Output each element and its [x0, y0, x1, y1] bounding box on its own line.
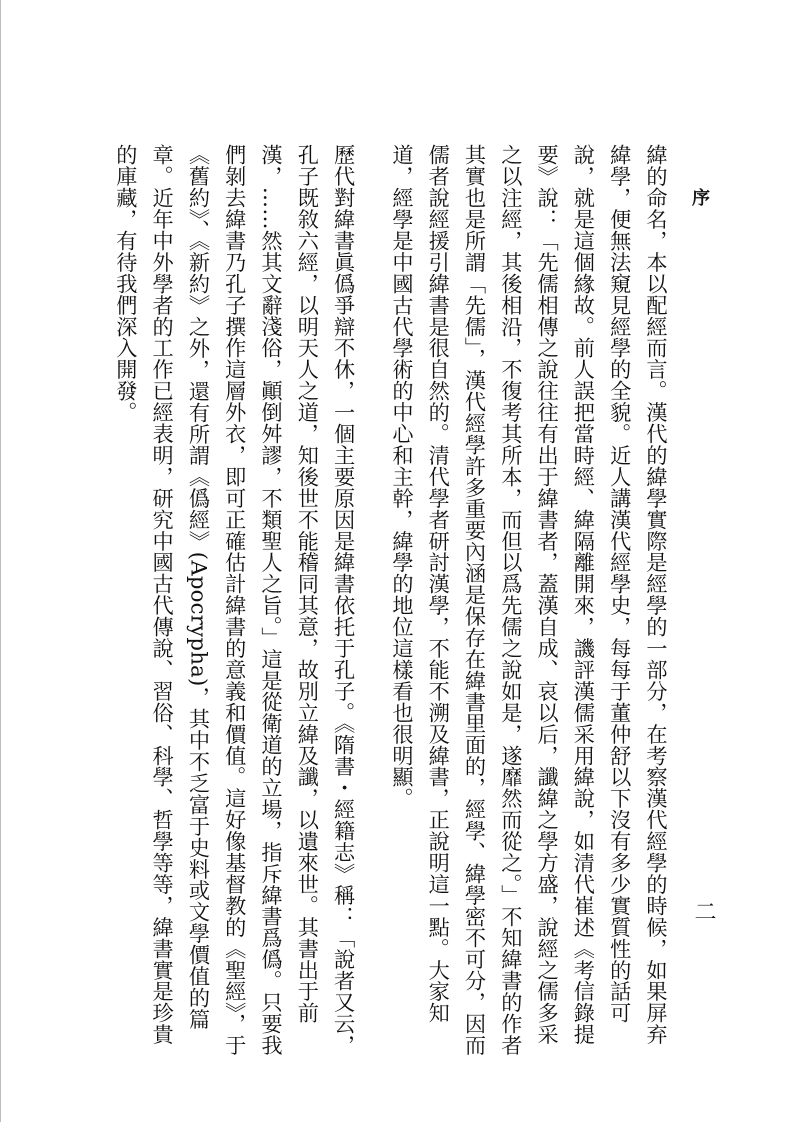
running-title: 序 — [689, 188, 710, 208]
paragraph-2: 歷代對緯書眞僞爭辯不休，一個主要原因是緯書依托于孔子。《隋書・經籍志》稱：「說者又云，孔子既敘六經，以明天人之道，知後世不能稽同其意，故別立緯及讖，以遺來世。其書出于前漢，……然其文辭淺俗，顚倒舛謬，不類聖人之旨。」這是從衛道的立場，指斥緯書爲僞。只要我們剝去緯書乃孔子撰作這層外衣，即可正確估計緯書的意義和價值。這好像基督教的《聖經》，于《舊約》、《新約》之外，還有所謂《僞經》(Apocrypha)，其中不乏富于史料或文學價值的篇章。近年中外學者的工作已經表明，研究中國古代傳說、習俗、科學、哲學等等，緯書實是珍貴的庫藏，有待我們深入開發。 — [113, 144, 357, 1056]
body-text-block — [106, 144, 674, 1064]
page-number: 二 — [691, 900, 716, 922]
page-edge-rule — [0, 0, 1, 1122]
paragraph-1: 緯的命名，本以配經而言。漢代的緯學實際是經學的一部分，在考察漢代經學的時候，如果屏弃緯學，便無法窺見經學的全貌。近人講漢代經學史，每每于董仲舒以下沒有多少實質性的話可說，就是這個緣故。前人誤把當時經、緯隔離開來，譏評漢儒采用緯說，如清代崔述《考信錄提要》說：「先儒相傳之說往往有出于緯書者，蓋漢自成、哀以后，讖緯之學方盛，說經之儒多采之以注經，其後相沿，不復考其所本，而但以爲先儒之說如是，遂靡然而從之。」不知緯書的作者其實也是所謂「先儒」，漢代經學許多重要內涵是保存在緯書里面的，經學、緯學密不可分，因而儒者說經援引緯書是很自然的。清代學者研討漢學，不能不溯及緯書，正說明這一點。大家知道，經學是中國古代學術的中心和主幹，緯學的地位這樣看也很明顯。 — [389, 144, 669, 1056]
